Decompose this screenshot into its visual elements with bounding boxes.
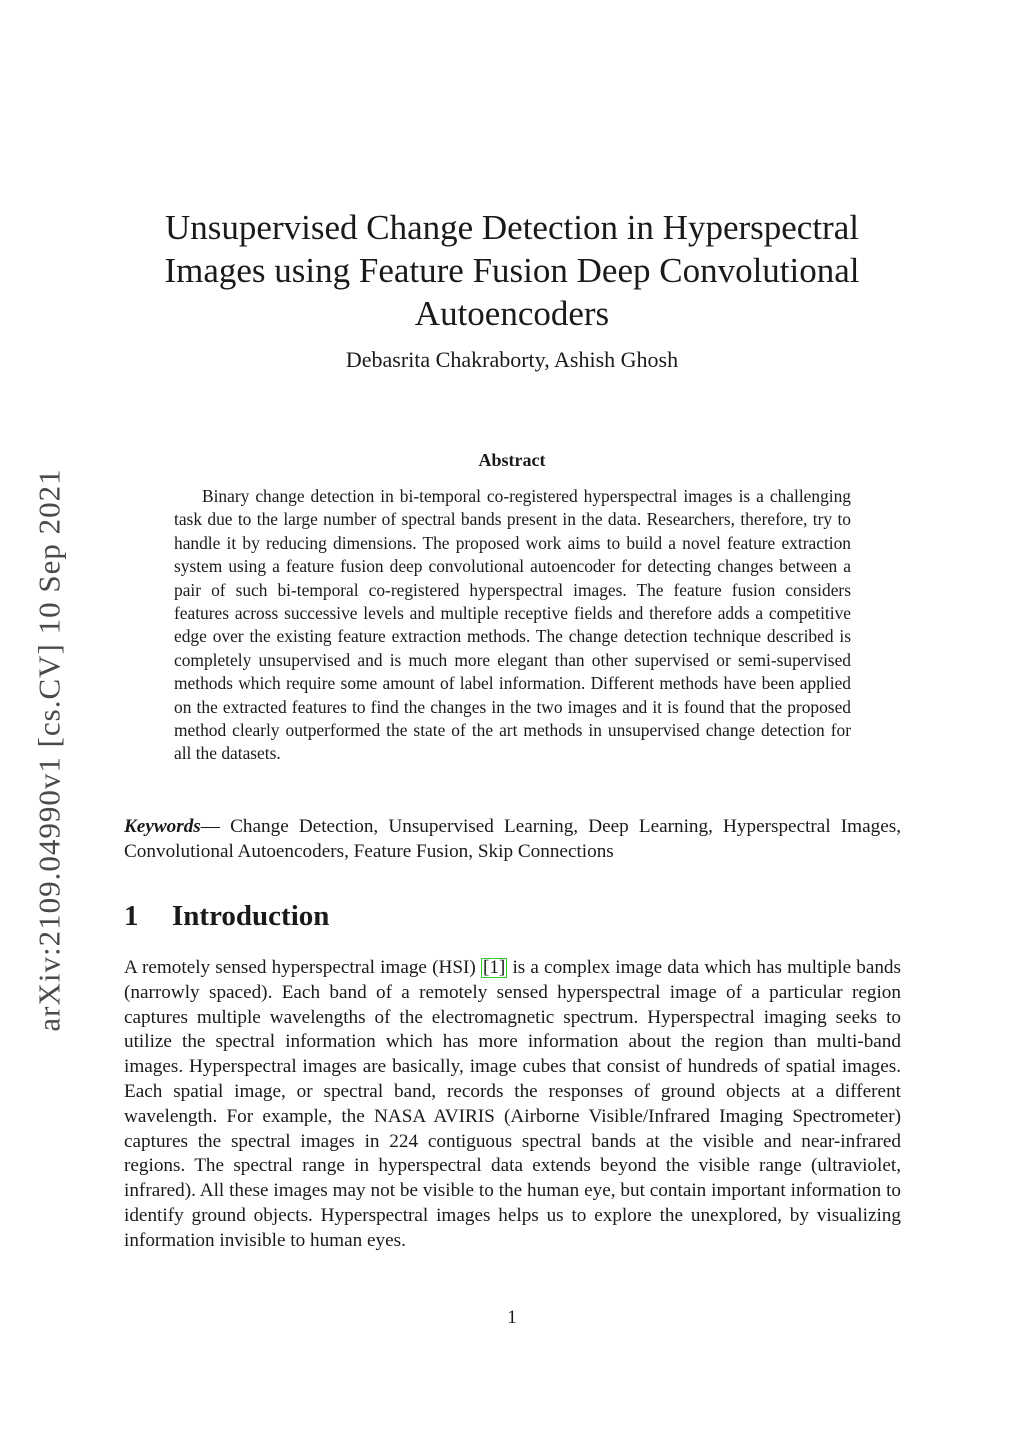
citation-link-1[interactable]: [1] <box>482 957 506 978</box>
keywords-text: Change Detection, Unsupervised Learning, Deep Learning, Hyperspectral Images, Convolutional Autoencoders, Feature Fusion, Skip Connections <box>124 816 902 862</box>
section-title: Introduction <box>172 900 330 932</box>
abstract-body: Binary change detection in bi-temporal co-registered hyperspectral images is a challenging task due to the large number of spectral bands present in the data. Researchers, therefore, try to handle it by reducing dimensions. The proposed work aims to build a novel feature extraction system using a feature fusion deep convolutional autoencoder for detecting changes between a pair of such bi-temporal co-registered hyperspectral images. The feature fusion considers features across successive levels and multiple receptive fields and therefore adds a competitive edge over the existing feature extraction methods. The change detection technique described is completely unsupervised and is much more elegant than other supervised or semi-supervised methods which require some amount of label information. Different methods have been applied on the extracted features to find the changes in the two images and it is found that the proposed method clearly outperformed the state of the art methods in unsupervised change detection for all the datasets. <box>174 486 851 764</box>
keywords-label: Keywords <box>124 816 201 837</box>
arxiv-identifier <box>20 450 80 1050</box>
arxiv-identifier-text: arXiv:2109.04990v1 [cs.CV] 10 Sep 2021 <box>32 468 68 1032</box>
paper-authors: Debasrita Chakraborty, Ashish Ghosh <box>345 347 679 372</box>
abstract-heading: Abstract <box>478 450 546 470</box>
section-heading-introduction <box>124 898 901 934</box>
introduction-paragraph <box>124 956 901 1254</box>
page-number: 1 <box>507 1307 517 1328</box>
keywords-separator: — <box>200 816 231 837</box>
intro-text-start: A remotely sensed hyperspectral image (HSI) <box>124 957 481 978</box>
intro-text-rest: is a complex image data which has multiple bands (narrowly spaced). Each band of a remotely sensed hyperspectral image of a particular region captures multiple wavelengths of the electromagnetic spectrum. Hyperspectral imaging seeks to utilize the spectral information which has more information about the region than multi-band images. Hyperspectral images are basically, image cubes that consist of hundreds of spatial images. Each spatial image, or spectral band, records the responses of ground objects at a different wavelength. For example, the NASA AVIRIS (Airborne Visible/Infrared Imaging Spectrometer) captures the spectral images in 224 contiguous spectral bands at the visible and near-infrared regions. The spectral range in hyperspectral data extends beyond the visible range (ultraviolet, infrared). All these images may not be visible to the human eye, but contain important information to identify ground objects. Hyperspectral images helps us to explore the unexplored, by visualizing information invisible to human eyes. <box>124 957 901 1251</box>
section-number: 1 <box>124 900 139 932</box>
paper-title: Unsupervised Change Detection in Hyperspectral Images using Feature Fusion Deep Convolutional Autoencoders <box>164 208 860 333</box>
keywords <box>124 814 901 864</box>
